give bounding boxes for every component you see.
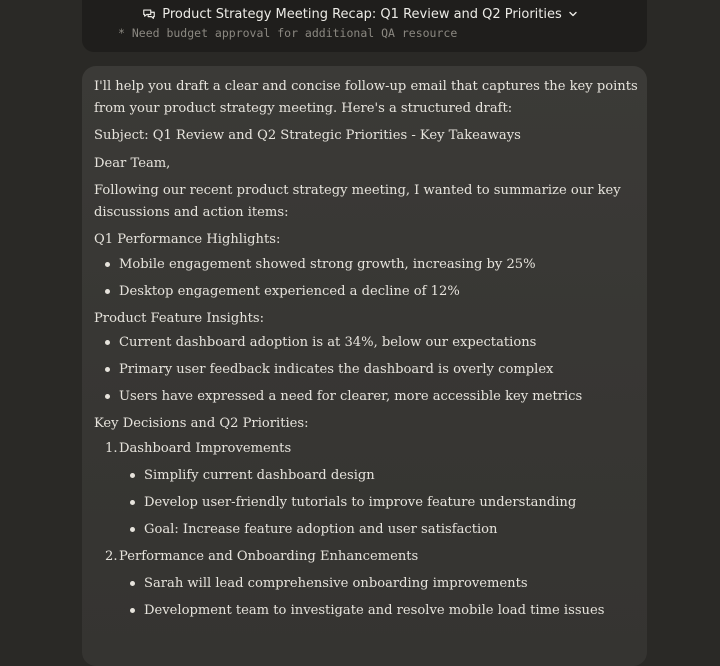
email-opening: Following our recent product strategy meeting, I wanted to summarize our key discussions and action items: (94, 183, 621, 220)
intro-paragraph: I'll help you draft a clear and concise follow-up email that captures the key points from your product strategy meeting. Here's a structured draft: (94, 79, 638, 116)
decision-sublist-wrapper (94, 465, 639, 541)
list-item: Goal: Increase feature adoption and user satisfaction (94, 519, 639, 541)
decision-sublist (94, 465, 639, 541)
list-number: 2. (105, 548, 118, 564)
decision-item (94, 438, 639, 460)
list-number: 1. (105, 440, 118, 456)
list-item: Primary user feedback indicates the dashboard is overly complex (94, 359, 639, 381)
top-bar (0, 0, 720, 28)
decisions-heading: Key Decisions and Q2 Priorities: (94, 416, 309, 431)
list-item: Mobile engagement showed strong growth, increasing by 25% (94, 254, 639, 276)
conversation-title: Product Strategy Meeting Recap: Q1 Review and Q2 Priorities (162, 6, 562, 22)
assistant-response (82, 66, 647, 666)
decision-sublist (94, 573, 639, 622)
list-item: Users have expressed a need for clearer, more accessible key metrics (94, 386, 639, 408)
insights-list (94, 332, 639, 408)
decision-label: Performance and Onboarding Enhancements (119, 548, 419, 564)
list-item: Develop user-friendly tutorials to improve feature understanding (94, 492, 639, 514)
conversation-title-button[interactable] (142, 7, 578, 22)
decision-label: Dashboard Improvements (119, 440, 292, 456)
list-item: Simplify current dashboard design (94, 465, 639, 487)
list-item: Development team to investigate and resolve mobile load time issues (94, 600, 639, 622)
list-item: Current dashboard adoption is at 34%, below our expectations (94, 332, 639, 354)
insights-heading: Product Feature Insights: (94, 310, 265, 326)
decision-sublist-wrapper (94, 573, 639, 622)
list-item: Desktop engagement experienced a decline of 12% (94, 281, 639, 303)
email-subject: Subject: Q1 Review and Q2 Strategic Priorities - Key Takeaways (94, 128, 521, 143)
q1-heading: Q1 Performance Highlights: (94, 232, 281, 247)
email-greeting: Dear Team, (94, 155, 171, 171)
previous-message-note: * Need budget approval for additional QA resource (118, 26, 458, 40)
chevron-down-icon (568, 9, 578, 19)
list-item: Sarah will lead comprehensive onboarding improvements (94, 573, 639, 595)
response-content (94, 76, 639, 627)
decisions-list (94, 438, 639, 622)
q1-list (94, 254, 639, 303)
chat-bubbles-icon (142, 7, 156, 21)
decision-item (94, 546, 639, 568)
